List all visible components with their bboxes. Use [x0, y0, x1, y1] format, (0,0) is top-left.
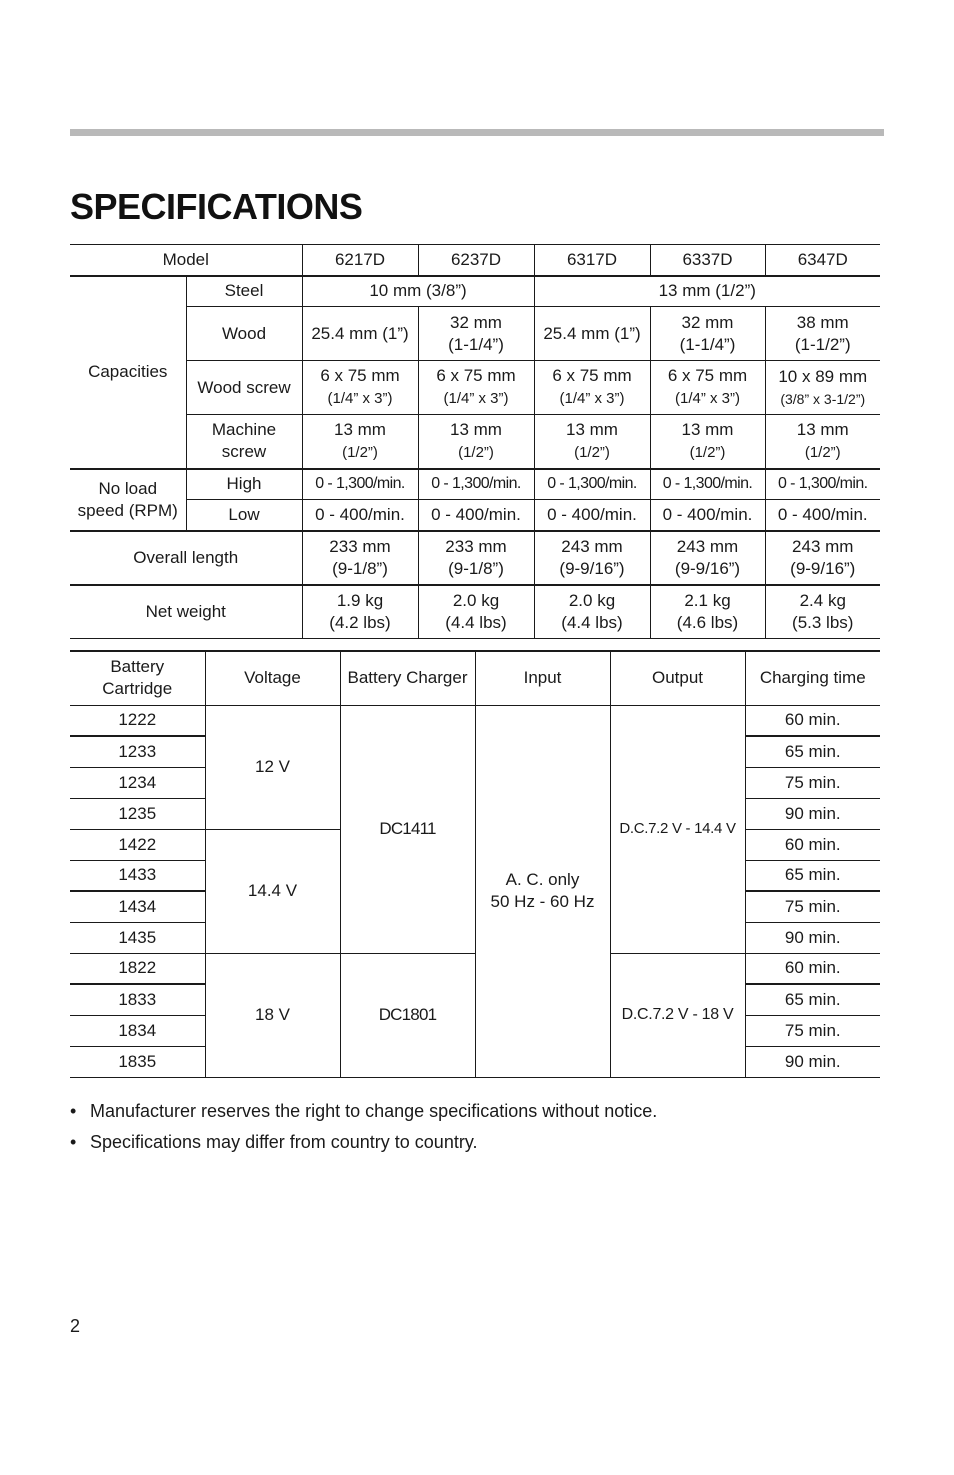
wood-value: 32 mm (1-1/4”) [650, 307, 765, 361]
charger-cell: DC1411 [340, 705, 475, 953]
wood-screw-value: 6 x 75 mm (1/4” x 3”) [534, 361, 650, 415]
machine-screw-value: 13 mm (1/2”) [534, 415, 650, 469]
header-charger: Battery Charger [340, 651, 475, 705]
low-value: 0 - 400/min. [302, 500, 418, 531]
high-label: High [186, 469, 302, 500]
high-value: 0 - 1,300/min. [302, 469, 418, 500]
high-value: 0 - 1,300/min. [418, 469, 534, 500]
charging-time-cell: 65 min. [745, 736, 880, 767]
low-label: Low [186, 500, 302, 531]
charging-time-cell: 60 min. [745, 953, 880, 984]
model-cell: 6237D [418, 245, 534, 276]
charging-time-cell: 90 min. [745, 922, 880, 953]
model-row [70, 245, 880, 276]
net-weight-row [70, 585, 880, 639]
header-cartridge: Battery Cartridge [70, 651, 205, 705]
cartridge-cell: 1222 [70, 705, 205, 736]
machine-screw-value: 13 mm (1/2”) [302, 415, 418, 469]
battery-header-row [70, 651, 880, 705]
low-value: 0 - 400/min. [534, 500, 650, 531]
cartridge-cell: 1822 [70, 953, 205, 984]
list-item: • Manufacturer reserves the right to change specifications without notice. [70, 1096, 657, 1127]
steel-value: 13 mm (1/2”) [534, 276, 880, 307]
net-weight-value: 2.1 kg (4.6 lbs) [650, 585, 765, 639]
wood-value: 25.4 mm (1”) [534, 307, 650, 361]
wood-screw-value: 6 x 75 mm (1/4” x 3”) [302, 361, 418, 415]
header-voltage: Voltage [205, 651, 340, 705]
charging-time-cell: 75 min. [745, 767, 880, 798]
high-value: 0 - 1,300/min. [650, 469, 765, 500]
wood-value: 38 mm (1-1/2”) [765, 307, 880, 361]
machine-screw-value: 13 mm (1/2”) [418, 415, 534, 469]
steel-label: Steel [186, 276, 302, 307]
cartridge-cell: 1835 [70, 1046, 205, 1077]
cartridge-cell: 1235 [70, 798, 205, 829]
overall-length-value: 233 mm (9-1/8”) [418, 531, 534, 585]
wood-label: Wood [186, 307, 302, 361]
speed-low-row [70, 500, 880, 531]
wood-value: 25.4 mm (1”) [302, 307, 418, 361]
wood-screw-label: Wood screw [186, 361, 302, 415]
steel-row [70, 276, 880, 307]
charging-time-cell: 75 min. [745, 891, 880, 922]
voltage-cell: 12 V [205, 705, 340, 829]
charging-time-cell: 60 min. [745, 829, 880, 860]
net-weight-value: 2.0 kg (4.4 lbs) [418, 585, 534, 639]
low-value: 0 - 400/min. [650, 500, 765, 531]
steel-value: 10 mm (3/8”) [302, 276, 534, 307]
list-item: • Specifications may differ from country to country. [70, 1127, 657, 1158]
page-number: 2 [70, 1316, 81, 1336]
battery-table [70, 650, 880, 1078]
output-cell: D.C.7.2 V - 14.4 V [610, 705, 745, 953]
machine-screw-value: 13 mm (1/2”) [650, 415, 765, 469]
notes-list [70, 1096, 657, 1158]
input-cell: A. C. only 50 Hz - 60 Hz [475, 705, 610, 1077]
high-value: 0 - 1,300/min. [534, 469, 650, 500]
wood-value: 32 mm (1-1/4”) [418, 307, 534, 361]
model-cell: 6217D [302, 245, 418, 276]
charger-cell: DC1801 [340, 953, 475, 1077]
high-value: 0 - 1,300/min. [765, 469, 880, 500]
capacities-label: Capacities [70, 276, 186, 469]
charging-time-cell: 90 min. [745, 798, 880, 829]
voltage-cell: 18 V [205, 953, 340, 1077]
no-load-speed-label: No load speed (RPM) [70, 469, 186, 531]
top-rule [70, 129, 884, 136]
specifications-table [70, 244, 880, 639]
cartridge-cell: 1433 [70, 860, 205, 891]
header-charging-time: Charging time [745, 651, 880, 705]
machine-screw-row [70, 415, 880, 469]
bullet-icon: • [70, 1132, 77, 1152]
wood-screw-value: 6 x 75 mm (1/4” x 3”) [418, 361, 534, 415]
charging-time-cell: 65 min. [745, 984, 880, 1015]
header-input: Input [475, 651, 610, 705]
low-value: 0 - 400/min. [765, 500, 880, 531]
net-weight-value: 2.0 kg (4.4 lbs) [534, 585, 650, 639]
cartridge-cell: 1422 [70, 829, 205, 860]
header-output: Output [610, 651, 745, 705]
charging-time-cell: 60 min. [745, 705, 880, 736]
overall-length-value: 233 mm (9-1/8”) [302, 531, 418, 585]
model-cell: 6337D [650, 245, 765, 276]
cartridge-cell: 1833 [70, 984, 205, 1015]
table-row [70, 705, 880, 736]
cartridge-cell: 1234 [70, 767, 205, 798]
wood-row [70, 307, 880, 361]
model-cell: 6317D [534, 245, 650, 276]
model-cell: 6347D [765, 245, 880, 276]
net-weight-label: Net weight [70, 585, 302, 639]
overall-length-value: 243 mm (9-9/16”) [534, 531, 650, 585]
net-weight-value: 1.9 kg (4.2 lbs) [302, 585, 418, 639]
overall-length-value: 243 mm (9-9/16”) [650, 531, 765, 585]
charging-time-cell: 65 min. [745, 860, 880, 891]
low-value: 0 - 400/min. [418, 500, 534, 531]
bullet-icon: • [70, 1101, 77, 1121]
speed-high-row [70, 469, 880, 500]
overall-length-label: Overall length [70, 531, 302, 585]
wood-screw-value: 10 x 89 mm (3/8” x 3-1/2”) [765, 361, 880, 415]
net-weight-value: 2.4 kg (5.3 lbs) [765, 585, 880, 639]
page-title: SPECIFICATIONS [70, 186, 363, 227]
cartridge-cell: 1435 [70, 922, 205, 953]
cartridge-cell: 1834 [70, 1015, 205, 1046]
wood-screw-value: 6 x 75 mm (1/4” x 3”) [650, 361, 765, 415]
voltage-cell: 14.4 V [205, 829, 340, 953]
cartridge-cell: 1233 [70, 736, 205, 767]
machine-screw-label: Machine screw [186, 415, 302, 469]
model-label: Model [70, 245, 302, 276]
overall-length-value: 243 mm (9-9/16”) [765, 531, 880, 585]
wood-screw-row [70, 361, 880, 415]
output-cell: D.C.7.2 V - 18 V [610, 953, 745, 1077]
overall-length-row [70, 531, 880, 585]
charging-time-cell: 75 min. [745, 1015, 880, 1046]
charging-time-cell: 90 min. [745, 1046, 880, 1077]
cartridge-cell: 1434 [70, 891, 205, 922]
machine-screw-value: 13 mm (1/2”) [765, 415, 880, 469]
